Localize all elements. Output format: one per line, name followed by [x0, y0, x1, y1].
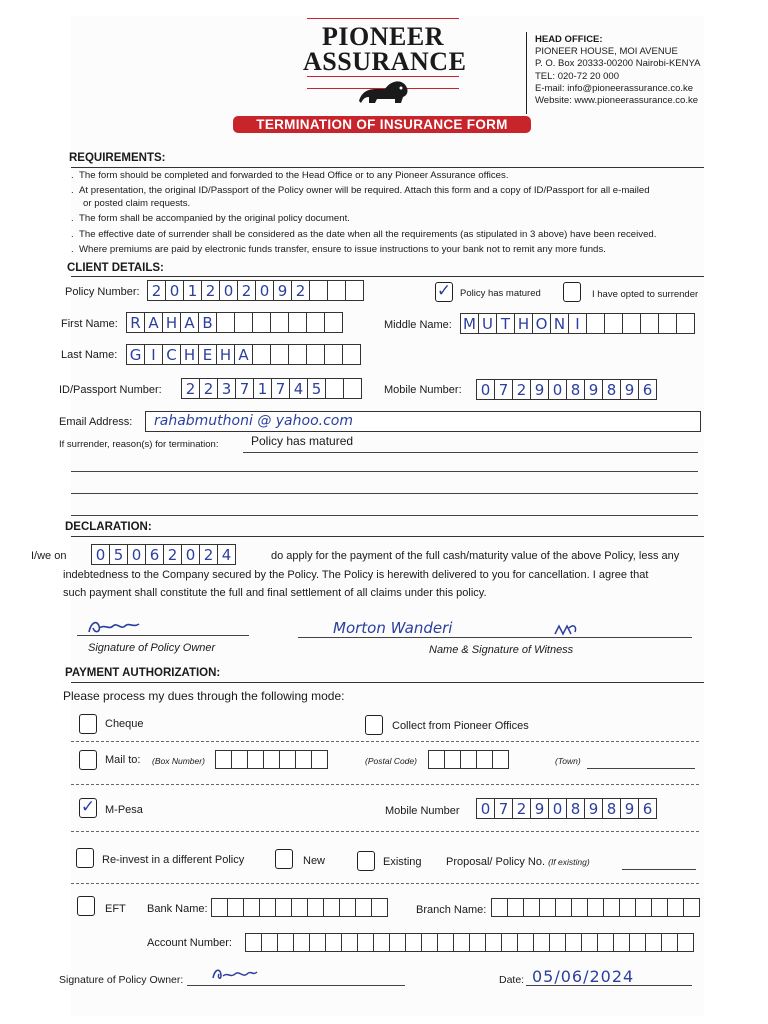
mobile-number-cell: 9 [585, 379, 603, 400]
head-office-website: Website: www.pioneerassurance.co.ke [535, 95, 698, 107]
mpesa-mobile-cell: 6 [639, 798, 657, 819]
branch-name-cell [668, 898, 684, 917]
account-number-cell [390, 933, 406, 952]
account-number-cell [582, 933, 598, 952]
reinvest-checkbox[interactable] [76, 848, 94, 868]
head-office-address-1: PIONEER HOUSE, MOI AVENUE [535, 46, 678, 58]
middle-name-cell: M [461, 313, 479, 334]
mpesa-label: M-Pesa [105, 804, 143, 816]
declaration-date-cell: 0 [128, 544, 146, 565]
opted-surrender-checkbox[interactable] [563, 282, 581, 302]
mobile-number-cell: 9 [621, 379, 639, 400]
policy-number-field[interactable] [147, 280, 364, 301]
account-number-cell [294, 933, 310, 952]
first-name-cell [325, 312, 343, 333]
mpesa-mobile-cell: 9 [531, 798, 549, 819]
last-name-cell [271, 344, 289, 365]
id-passport-cell: 4 [290, 378, 308, 399]
logo-block [303, 18, 467, 110]
middle-name-cell: H [515, 313, 533, 334]
bank-name-label: Bank Name: [147, 903, 208, 915]
account-number-cell [598, 933, 614, 952]
reason-value[interactable]: Policy has matured [251, 434, 354, 448]
declaration-line-1: do apply for the payment of the full cash/maturity value of the above Policy, less any [271, 550, 680, 562]
last-name-cell [253, 344, 271, 365]
id-passport-cell [326, 378, 344, 399]
middle-name-cell [659, 313, 677, 334]
head-office-block [535, 34, 700, 107]
box-number-cell [248, 750, 264, 769]
town-label: (Town) [555, 756, 581, 766]
policy-number-cell: 2 [148, 280, 166, 301]
witness-signature-line [298, 637, 692, 638]
declaration-date-cell: 2 [164, 544, 182, 565]
id-passport-field[interactable] [181, 378, 362, 399]
first-name-cell [217, 312, 235, 333]
payment-instruction: Please process my dues through the following mode: [63, 689, 345, 703]
eft-checkbox[interactable] [77, 896, 95, 916]
opted-surrender-label: I have opted to surrender [592, 289, 699, 300]
postal-code-cell [493, 750, 509, 769]
first-name-cell [253, 312, 271, 333]
account-number-cell [342, 933, 358, 952]
first-name-cell: B [199, 312, 217, 333]
branch-name-label: Branch Name: [416, 904, 487, 916]
mpesa-checkbox[interactable]: ✓ [80, 797, 96, 816]
policy-number-cell [346, 280, 364, 301]
bank-name-cell [244, 898, 260, 917]
policy-number-cell: 2 [292, 280, 310, 301]
box-number-cell [216, 750, 232, 769]
last-name-cell [289, 344, 307, 365]
middle-name-cell [623, 313, 641, 334]
divider-2 [71, 784, 699, 785]
account-number-cell [486, 933, 502, 952]
middle-name-label: Middle Name: [384, 319, 452, 331]
middle-name-cell: N [551, 313, 569, 334]
policy-number-cell: 0 [220, 280, 238, 301]
new-policy-checkbox[interactable] [275, 849, 293, 869]
first-name-field[interactable] [126, 312, 343, 333]
town-line [587, 768, 695, 769]
mobile-number-cell: 0 [549, 379, 567, 400]
company-name-line2: ASSURANCE [303, 47, 467, 76]
policy-number-cell: 2 [202, 280, 220, 301]
reason-line-3 [71, 493, 698, 494]
account-number-field[interactable] [245, 933, 694, 952]
middle-name-cell: T [497, 313, 515, 334]
head-office-email: E-mail: info@pioneerassurance.co.ke [535, 82, 694, 94]
branch-name-cell [572, 898, 588, 917]
bank-name-cell [340, 898, 356, 917]
last-name-cell: E [199, 344, 217, 365]
middle-name-field[interactable] [460, 313, 695, 334]
logo-rule-top [307, 18, 459, 19]
proposal-label: Proposal/ Policy No. (If existing) [446, 856, 590, 868]
account-number-cell [422, 933, 438, 952]
box-number-cell [280, 750, 296, 769]
account-number-cell [310, 933, 326, 952]
middle-name-cell [587, 313, 605, 334]
email-field[interactable] [145, 411, 701, 432]
mobile-number-field[interactable] [476, 379, 657, 400]
head-office-address-2: P. O. Box 20333-00200 Nairobi-KENYA [535, 58, 701, 70]
mobile-number-cell: 9 [531, 379, 549, 400]
policy-number-cell [328, 280, 346, 301]
head-office-label: HEAD OFFICE: [535, 34, 603, 45]
mpesa-mobile-cell: 7 [495, 798, 513, 819]
proposal-line [622, 869, 696, 870]
account-number-cell [438, 933, 454, 952]
id-passport-cell: 5 [308, 378, 326, 399]
existing-policy-label: Existing [383, 856, 422, 868]
final-owner-signature-label: Signature of Policy Owner: [59, 974, 184, 986]
last-name-cell: C [163, 344, 181, 365]
final-date-value[interactable]: 05/06/2024 [532, 967, 635, 986]
declaration-date-cell: 0 [92, 544, 110, 565]
account-number-cell [630, 933, 646, 952]
account-number-cell [518, 933, 534, 952]
postal-code-field[interactable] [428, 750, 509, 769]
branch-name-cell [684, 898, 700, 917]
mobile-number-cell: 6 [639, 379, 657, 400]
last-name-cell: G [127, 344, 145, 365]
last-name-cell [307, 344, 325, 365]
cheque-checkbox[interactable] [79, 714, 97, 734]
requirement-item-4: . The effective date of surrender shall be considered as the date when all the requirements (as stipulated in 3 above) have been received. [71, 229, 657, 240]
mobile-number-cell: 7 [495, 379, 513, 400]
account-number-cell [566, 933, 582, 952]
last-name-field[interactable] [126, 344, 361, 365]
account-number-cell [646, 933, 662, 952]
declaration-date-cell: 0 [182, 544, 200, 565]
policy-matured-label: Policy has matured [460, 288, 541, 299]
id-passport-cell: 2 [182, 378, 200, 399]
head-office-tel: TEL: 020-72 20 000 [535, 70, 619, 82]
reason-line-4 [71, 515, 698, 516]
id-passport-label: ID/Passport Number: [59, 384, 162, 396]
account-number-cell [262, 933, 278, 952]
mpesa-mobile-field[interactable] [476, 798, 657, 819]
first-name-cell [271, 312, 289, 333]
requirement-item-2: . At presentation, the original ID/Passport of the Policy owner will be required. Attach this form and a copy of ID/Passport for all e-mailed [71, 185, 650, 196]
declaration-heading: DECLARATION: [65, 521, 152, 533]
declaration-line-3: such payment shall constitute the full and final settlement of all claims under this policy. [63, 587, 487, 599]
proposal-note: (If existing) [548, 857, 590, 867]
mobile-number-cell: 0 [477, 379, 495, 400]
requirement-item-2-cont: or posted claim requests. [83, 198, 191, 209]
box-number-label: (Box Number) [152, 756, 205, 766]
last-name-cell: H [217, 344, 235, 365]
policy-number-cell [310, 280, 328, 301]
reason-line-2 [71, 471, 698, 472]
declaration-prefix: I/we on [31, 550, 67, 562]
first-name-cell: H [163, 312, 181, 333]
witness-name[interactable]: Morton Wanderi [333, 619, 453, 637]
id-passport-cell: 3 [218, 378, 236, 399]
middle-name-cell: U [479, 313, 497, 334]
bank-name-cell [276, 898, 292, 917]
branch-name-cell [588, 898, 604, 917]
collect-label: Collect from Pioneer Offices [392, 720, 529, 732]
account-number-cell [470, 933, 486, 952]
account-number-cell [358, 933, 374, 952]
final-date-label: Date: [499, 974, 525, 986]
mobile-number-cell: 2 [513, 379, 531, 400]
branch-name-cell [524, 898, 540, 917]
email-value: rahabmuthoni @ yahoo.com [154, 413, 353, 429]
first-name-cell: R [127, 312, 145, 333]
mpesa-mobile-cell: 9 [585, 798, 603, 819]
first-name-cell [289, 312, 307, 333]
declaration-date-cell: 6 [146, 544, 164, 565]
existing-policy-checkbox[interactable] [357, 851, 375, 871]
declaration-rule [71, 536, 704, 537]
account-number-cell [374, 933, 390, 952]
first-name-cell: A [181, 312, 199, 333]
account-number-label: Account Number: [147, 937, 232, 949]
requirements-heading: REQUIREMENTS: [69, 152, 166, 164]
box-number-cell [312, 750, 328, 769]
box-number-cell [296, 750, 312, 769]
branch-name-cell [540, 898, 556, 917]
mobile-number-cell: 8 [603, 379, 621, 400]
divider-3 [71, 831, 699, 832]
mail-checkbox[interactable] [79, 750, 97, 770]
account-number-cell [326, 933, 342, 952]
mpesa-mobile-cell: 8 [567, 798, 585, 819]
account-number-cell [406, 933, 422, 952]
lion-icon [355, 75, 411, 107]
payment-rule [71, 682, 704, 683]
middle-name-cell: I [569, 313, 587, 334]
bank-name-cell [308, 898, 324, 917]
owner-signature-line [77, 635, 249, 636]
client-details-heading: CLIENT DETAILS: [67, 262, 164, 274]
divider-4 [71, 883, 699, 884]
box-number-cell [232, 750, 248, 769]
mpesa-mobile-cell: 9 [621, 798, 639, 819]
account-number-cell [454, 933, 470, 952]
postal-code-label: (Postal Code) [365, 756, 417, 766]
mobile-number-cell: 8 [567, 379, 585, 400]
cheque-label: Cheque [105, 718, 144, 730]
declaration-date-cell: 4 [218, 544, 236, 565]
bank-name-cell [260, 898, 276, 917]
witness-caption: Name & Signature of Witness [429, 644, 574, 656]
branch-name-cell [604, 898, 620, 917]
middle-name-cell [677, 313, 695, 334]
bank-name-cell [356, 898, 372, 917]
account-number-cell [614, 933, 630, 952]
mpesa-mobile-cell: 8 [603, 798, 621, 819]
bank-name-cell [372, 898, 388, 917]
postal-code-cell [429, 750, 445, 769]
declaration-date-cell: 5 [110, 544, 128, 565]
reinvest-label: Re-invest in a different Policy [102, 854, 245, 866]
policy-number-cell: 0 [166, 280, 184, 301]
first-name-cell [307, 312, 325, 333]
declaration-date-field[interactable] [91, 544, 236, 565]
owner-signature-caption: Signature of Policy Owner [88, 642, 216, 654]
branch-name-cell [492, 898, 508, 917]
mpesa-mobile-cell: 0 [477, 798, 495, 819]
mpesa-mobile-label: Mobile Number [385, 805, 460, 817]
last-name-cell [325, 344, 343, 365]
last-name-cell: A [235, 344, 253, 365]
witness-signature-scribble [553, 622, 579, 638]
requirement-item-5: . Where premiums are paid by electronic funds transfer, ensure to issue instructions to your bank not to remit any more funds. [71, 244, 606, 255]
policy-number-cell: 0 [256, 280, 274, 301]
last-name-cell: I [145, 344, 163, 365]
payment-heading: PAYMENT AUTHORIZATION: [65, 667, 221, 679]
id-passport-cell: 2 [200, 378, 218, 399]
eft-label: EFT [105, 903, 126, 915]
bank-name-cell [228, 898, 244, 917]
email-label: Email Address: [59, 416, 133, 428]
id-passport-cell: 7 [272, 378, 290, 399]
divider-1 [71, 741, 699, 742]
branch-name-cell [652, 898, 668, 917]
branch-name-field[interactable] [491, 898, 700, 917]
policy-number-label: Policy Number: [65, 286, 140, 298]
account-number-cell [550, 933, 566, 952]
policy-number-cell: 1 [184, 280, 202, 301]
last-name-cell [343, 344, 361, 365]
mpesa-mobile-cell: 2 [513, 798, 531, 819]
final-owner-signature-line [187, 985, 405, 986]
account-number-cell [534, 933, 550, 952]
branch-name-cell [508, 898, 524, 917]
declaration-date-cell: 2 [200, 544, 218, 565]
branch-name-cell [620, 898, 636, 917]
form-sheet [31, 16, 704, 1016]
declaration-line-2: indebtedness to the Company secured by the Policy. The Policy is herewith delivered to you for cancellation. I agree that [63, 569, 649, 581]
account-number-cell [502, 933, 518, 952]
mpesa-mobile-cell: 0 [549, 798, 567, 819]
branch-name-cell [556, 898, 572, 917]
last-name-label: Last Name: [61, 349, 118, 361]
middle-name-cell [641, 313, 659, 334]
form-title: TERMINATION OF INSURANCE FORM [233, 116, 531, 133]
requirements-rule [71, 167, 704, 168]
postal-code-cell [477, 750, 493, 769]
postal-code-cell [461, 750, 477, 769]
reason-line-1 [243, 452, 698, 453]
head-office-divider [526, 32, 527, 114]
box-number-cell [264, 750, 280, 769]
first-name-cell [235, 312, 253, 333]
account-number-cell [662, 933, 678, 952]
account-number-cell [278, 933, 294, 952]
policy-number-cell: 9 [274, 280, 292, 301]
bank-name-cell [212, 898, 228, 917]
postal-code-cell [445, 750, 461, 769]
requirement-item-1: . The form should be completed and forwarded to the Head Office or to any Pioneer Assurance offices. [71, 170, 509, 181]
account-number-cell [246, 933, 262, 952]
middle-name-cell [605, 313, 623, 334]
policy-number-cell: 2 [238, 280, 256, 301]
bank-name-cell [324, 898, 340, 917]
final-date-line [526, 985, 692, 986]
final-owner-signature-scribble [209, 964, 259, 984]
first-name-label: First Name: [61, 318, 118, 330]
new-policy-label: New [303, 855, 326, 867]
mobile-number-label: Mobile Number: [384, 384, 462, 396]
reason-label: If surrender, reason(s) for termination: [59, 439, 219, 450]
mail-label: Mail to: [105, 754, 141, 766]
requirement-item-3: . The form shall be accompanied by the original policy document. [71, 213, 350, 224]
collect-checkbox[interactable] [365, 715, 383, 735]
policy-matured-checkbox[interactable]: ✓ [436, 281, 452, 300]
branch-name-cell [636, 898, 652, 917]
company-name-line1: PIONEER [322, 22, 444, 51]
bank-name-field[interactable] [211, 898, 388, 917]
client-details-rule [71, 276, 704, 277]
id-passport-cell [344, 378, 362, 399]
last-name-cell: H [181, 344, 199, 365]
bank-name-cell [292, 898, 308, 917]
first-name-cell: A [145, 312, 163, 333]
id-passport-cell: 7 [236, 378, 254, 399]
id-passport-cell: 1 [254, 378, 272, 399]
box-number-field[interactable] [215, 750, 328, 769]
middle-name-cell: O [533, 313, 551, 334]
account-number-cell [678, 933, 694, 952]
